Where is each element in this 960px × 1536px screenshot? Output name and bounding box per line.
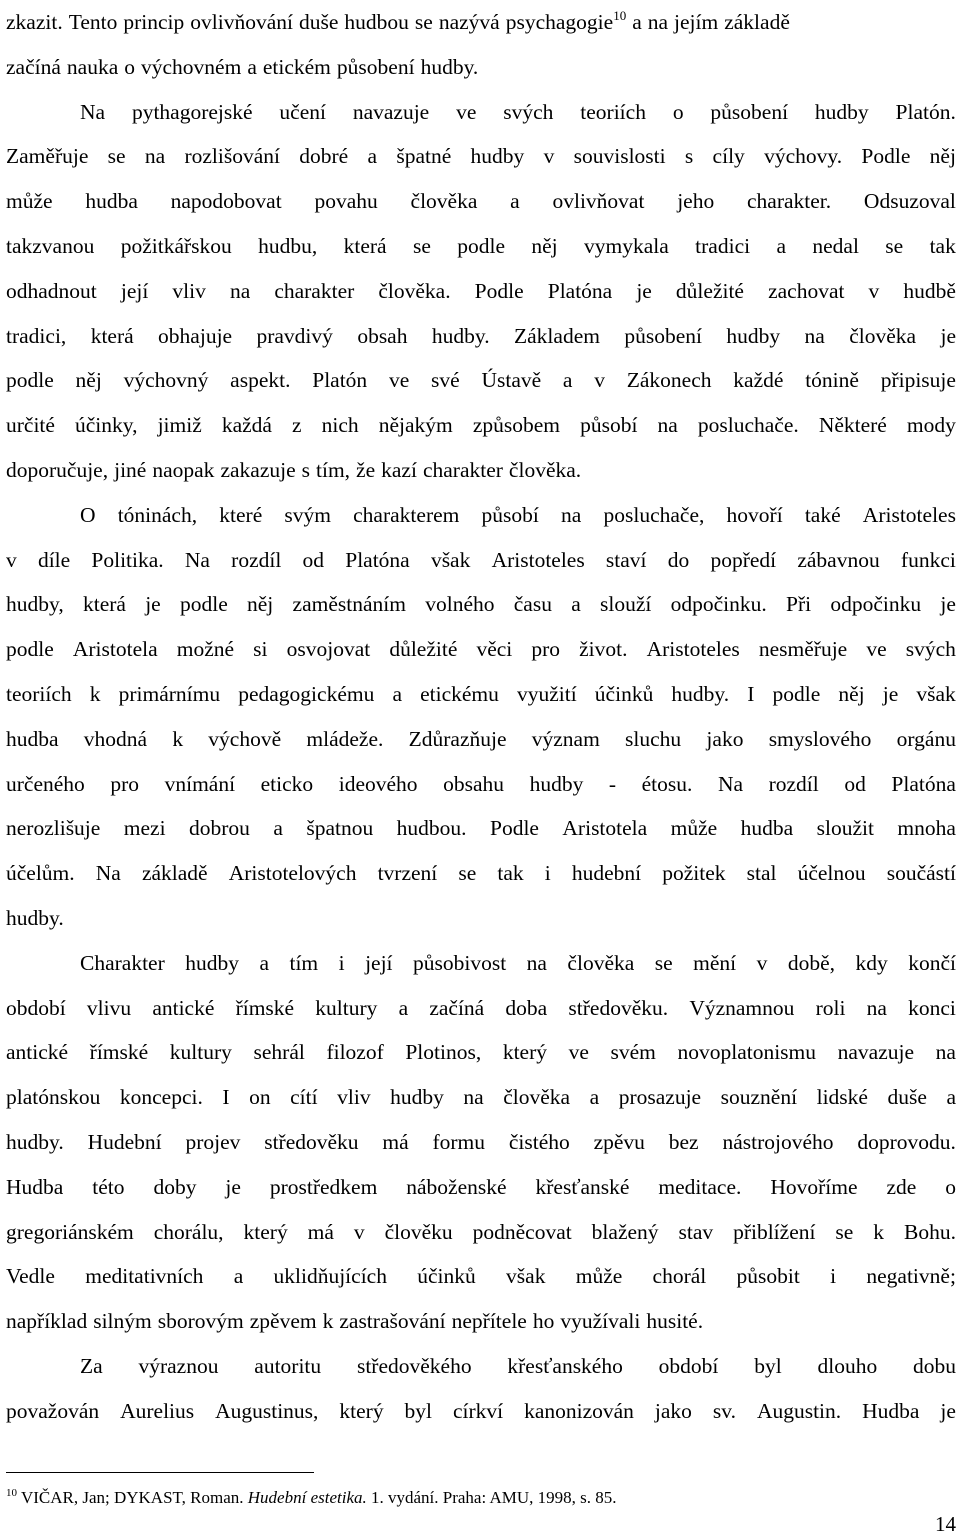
page-number: 14 [935, 1512, 956, 1536]
text-line: gregoriánském chorálu, který má v člověku podněcovat blažený stav přiblížení se k Bohu. [6, 1219, 956, 1244]
footnote-separator [6, 1472, 314, 1473]
footnote-number: 10 [6, 1487, 17, 1499]
text-line: může hudba napodobovat povahu člověka a ovlivňovat jeho charakter. Odsuzoval [6, 189, 956, 214]
text-line: Hudba této doby je prostředkem náboženské křesťanské meditace. Hovoříme zde o [6, 1174, 956, 1199]
text-line: podle něj výchovný aspekt. Platón ve své Ústavě a v Zákonech každé tónině připisuje [6, 368, 956, 393]
text-line: určité účinky, jimiž každá z nich nějakým způsobem působí na posluchače. Některé mody [6, 413, 956, 438]
text-line: Za výraznou autoritu středověkého křesťanského období byl dlouho dobu [80, 1354, 956, 1378]
text-line: doporučuje, jiné naopak zakazuje s tím, že kazí charakter člověka. [6, 458, 582, 482]
text-line: platónskou koncepci. I on cítí vliv hudby na člověka a prosazuje souznění lidské duše a [6, 1085, 956, 1110]
text-line: zkazit. Tento princip ovlivňování duše hudbou se nazývá psychagogie$^{10}$ a na jejím základě [6, 8, 790, 34]
text-line: nerozlišuje mezi dobrou a špatnou hudbou. Podle Aristotela může hudba sloužit mnoha [6, 816, 956, 841]
footnote [6, 1487, 906, 1509]
text-line: antické římské kultury sehrál filozof Plotinos, který ve svém novoplatonismu navazuje na [6, 1040, 956, 1065]
text-line: období vlivu antické římské kultury a začíná doba středověku. Významnou roli na konci [6, 995, 956, 1020]
text-line: určeného pro vnímání eticko ideového obsahu hudby - étosu. Na rozdíl od Platóna [6, 771, 956, 796]
text-line: takzvanou požitkářskou hudbu, která se podle něj vymykala tradici a nedal se tak [6, 234, 956, 258]
text-line: odhadnout její vliv na charakter člověka. Podle Platóna je důležité zachovat v hudbě [6, 278, 956, 303]
text-line: v díle Politika. Na rozdíl od Platóna však Aristoteles staví do popředí zábavnou funkci [6, 547, 956, 572]
text-line: Vedle meditativních a uklidňujících účinků však může chorál působit i negativně; [6, 1264, 956, 1289]
text-line: podle Aristotela možné si osvojovat důležité věci pro život. Aristoteles nesměřuje ve svých [6, 637, 956, 662]
footnote-publication: 1. vydání. Praha: AMU, 1998, s. 85. [371, 1488, 617, 1507]
text-line: hudby. [6, 906, 64, 930]
text-line: tradici, která obhajuje pravdivý obsah hudby. Základem působení hudby na člověka je [6, 323, 956, 348]
text-line: hudba vhodná k výchově mládeže. Zdůrazňuje význam sluchu jako smyslového orgánu [6, 726, 956, 751]
footnote-author: VIČAR, Jan; DYKAST, Roman. [20, 1488, 244, 1507]
text-line: O tóninách, které svým charakterem působí na posluchače, hovoří také Aristoteles [80, 502, 956, 527]
text-line: Na pythagorejské učení navazuje ve svých teoriích o působení hudby Platón. [80, 99, 956, 124]
text-line: hudby, která je podle něj zaměstnáním volného času a slouží odpočinku. Při odpočinku je [6, 592, 956, 617]
text-line: Zaměřuje se na rozlišování dobré a špatné hudby v souvislosti s cíly výchovy. Podle něj [6, 144, 956, 169]
text-line: účelům. Na základě Aristotelových tvrzení se tak i hudební požitek stal účelnou součástí [6, 861, 956, 886]
text-line: hudby. Hudební projev středověku má formu čistého zpěvu bez nástrojového doprovodu. [6, 1130, 956, 1154]
text-line: Charakter hudby a tím i její působivost na člověka se mění v době, kdy končí [80, 950, 956, 975]
text-line: například silným sborovým zpěvem k zastrašování nepřítele ho využívali husité. [6, 1309, 704, 1334]
text-line: považován Aurelius Augustinus, který byl církví kanonizován jako sv. Augustin. Hudba je [6, 1398, 956, 1423]
text-line: začíná nauka o výchovném a etickém působení hudby. [6, 54, 479, 79]
footnote-title: Hudební estetika. [247, 1488, 367, 1507]
text-line: teoriích k primárnímu pedagogickému a etickému využití účinků hudby. I podle něj je však [6, 682, 956, 706]
